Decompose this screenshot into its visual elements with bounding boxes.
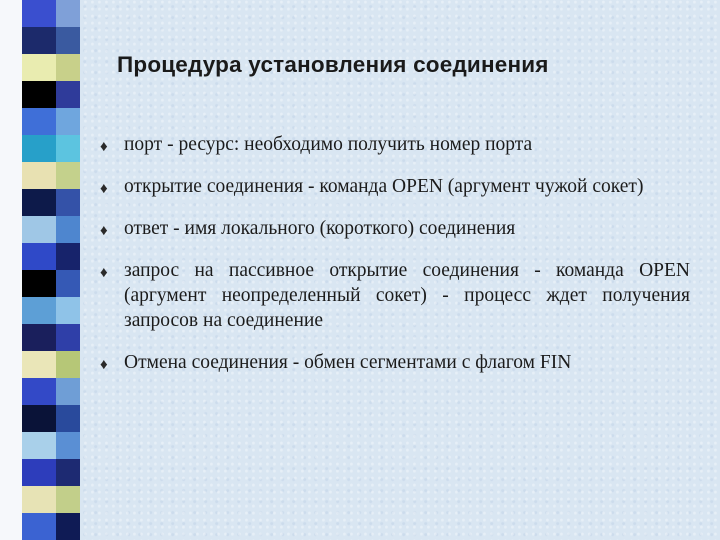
stripe-block xyxy=(56,513,80,540)
bullet-item xyxy=(100,132,690,157)
stripe-cell xyxy=(22,0,80,27)
bullet-list xyxy=(100,132,690,375)
bullet-item xyxy=(100,216,690,241)
spacer xyxy=(100,157,690,174)
stripe-block xyxy=(22,297,56,324)
stripe-block xyxy=(56,432,80,459)
stripe-cell xyxy=(22,27,80,54)
stripe-block xyxy=(56,324,80,351)
stripe-cell xyxy=(22,297,80,324)
diamond-bullet-icon: ♦ xyxy=(100,357,108,373)
stripe-block xyxy=(22,108,56,135)
stripe-cell xyxy=(22,324,80,351)
stripe-block xyxy=(22,324,56,351)
bullet-text: порт - ресурс: необходимо получить номер порта xyxy=(124,134,533,155)
stripe-block xyxy=(22,486,56,513)
stripe-block xyxy=(22,189,56,216)
stripe-cell xyxy=(22,351,80,378)
stripe-block xyxy=(56,135,80,162)
stripe-block xyxy=(56,162,80,189)
bullet-item xyxy=(100,258,690,333)
stripe-block xyxy=(22,459,56,486)
stripe-block xyxy=(22,513,56,540)
stripe-cell xyxy=(22,405,80,432)
stripe-block xyxy=(22,351,56,378)
spacer xyxy=(100,199,690,216)
stripe-block xyxy=(22,54,56,81)
stripe-block xyxy=(56,243,80,270)
stripe-block xyxy=(56,351,80,378)
stripe-cell xyxy=(22,378,80,405)
bullet-text: ответ - имя локального (короткого) соединения xyxy=(124,218,516,239)
stripe-block xyxy=(22,270,56,297)
stripe-block xyxy=(22,81,56,108)
stripe-cell xyxy=(22,108,80,135)
diamond-bullet-icon: ♦ xyxy=(100,223,108,239)
bullet-text: запрос на пассивное открытие соединения - команда OPEN (аргумент неопределенный сокет) - процесс ждет получения запросов на соединение xyxy=(124,260,690,331)
stripe-block xyxy=(56,108,80,135)
stripe-block xyxy=(56,0,80,27)
stripe-block xyxy=(22,216,56,243)
stripe-block xyxy=(56,405,80,432)
stripe-block xyxy=(22,243,56,270)
stripe-cell xyxy=(22,216,80,243)
stripe-cell xyxy=(22,513,80,540)
stripe-block xyxy=(56,54,80,81)
bullet-item xyxy=(100,350,690,375)
stripe-block xyxy=(56,378,80,405)
stripe-cell xyxy=(22,162,80,189)
stripe-cell xyxy=(22,432,80,459)
decorative-stripe-bar xyxy=(22,0,80,540)
stripe-block xyxy=(56,189,80,216)
stripe-block xyxy=(56,459,80,486)
diamond-bullet-icon: ♦ xyxy=(100,181,108,197)
bullet-text: Отмена соединения - обмен сегментами с флагом FIN xyxy=(124,352,572,373)
stripe-cell xyxy=(22,54,80,81)
stripe-block xyxy=(56,270,80,297)
left-margin xyxy=(0,0,22,540)
stripe-block xyxy=(56,27,80,54)
stripe-block xyxy=(22,0,56,27)
stripe-block xyxy=(22,135,56,162)
spacer xyxy=(100,241,690,258)
stripe-cell xyxy=(22,135,80,162)
diamond-bullet-icon: ♦ xyxy=(100,265,108,281)
stripe-block xyxy=(22,432,56,459)
stripe-cell xyxy=(22,459,80,486)
stripe-cell xyxy=(22,486,80,513)
stripe-block xyxy=(22,378,56,405)
stripe-block xyxy=(56,297,80,324)
bullet-text: открытие соединения - команда OPEN (аргумент чужой сокет) xyxy=(124,176,644,197)
stripe-cell xyxy=(22,270,80,297)
stripe-cell xyxy=(22,243,80,270)
spacer xyxy=(100,333,690,350)
bullet-item xyxy=(100,174,690,199)
stripe-block xyxy=(56,81,80,108)
stripe-cell xyxy=(22,189,80,216)
stripe-block xyxy=(22,27,56,54)
diamond-bullet-icon: ♦ xyxy=(100,139,108,155)
stripe-block xyxy=(22,162,56,189)
stripe-block xyxy=(22,405,56,432)
slide-title: Процедура установления соединения xyxy=(117,52,549,77)
stripe-block xyxy=(56,216,80,243)
stripe-cell xyxy=(22,81,80,108)
stripe-block xyxy=(56,486,80,513)
